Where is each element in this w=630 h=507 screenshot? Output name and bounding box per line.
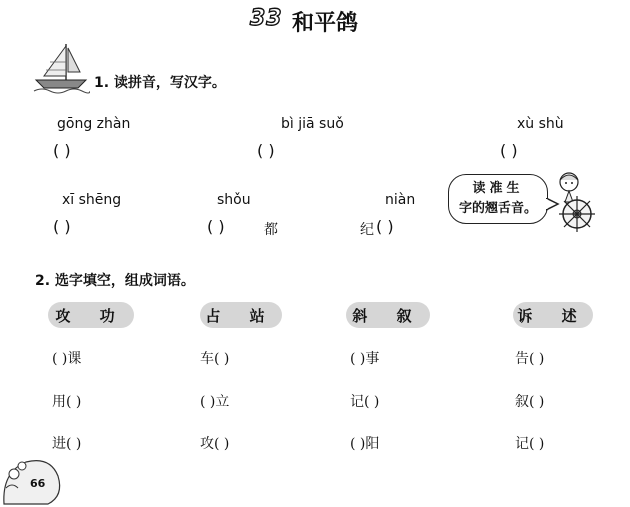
char-option-pill: 攻 功 [48, 302, 134, 328]
tip-line-1: 读准生 [472, 181, 524, 196]
char-option-pill: 诉 述 [513, 302, 593, 328]
lesson-number: 33 [250, 6, 283, 31]
fill-blank-item[interactable]: ( )立 [200, 394, 230, 410]
pinyin-xi-sheng: xī shēng [62, 192, 122, 208]
pinyin-nian: niàn [385, 192, 416, 208]
fill-blank-item[interactable]: 叙( ) [515, 394, 545, 410]
fill-blank-item[interactable]: 攻( ) [200, 436, 230, 452]
fill-blank-item[interactable]: 告( ) [515, 351, 545, 367]
char-option-pill: 斜 叙 [346, 302, 430, 328]
pinyin-shou: shǒu [217, 192, 251, 208]
tip-line-2: 字的翘舌音。 [458, 201, 537, 216]
fill-blank-item[interactable]: 进( ) [52, 436, 82, 452]
fill-blank-item[interactable]: 记( ) [350, 394, 380, 410]
tip-bubble [448, 174, 548, 224]
question-2-heading: 2. 选字填空，组成词语。 [35, 273, 195, 289]
pinyin-xu-shu: xù shù [517, 116, 564, 132]
fill-blank-item[interactable]: ( )课 [52, 351, 82, 367]
fill-blank-item[interactable]: 车( ) [200, 351, 230, 367]
answer-box[interactable]: ( ) [257, 141, 275, 160]
answer-box[interactable]: ( ) [53, 141, 71, 160]
answer-box[interactable]: ( ) [376, 217, 394, 236]
answer-box[interactable]: ( ) [53, 217, 71, 236]
answer-box[interactable]: ( ) [500, 141, 518, 160]
fill-blank-item[interactable]: ( )阳 [350, 436, 380, 452]
pinyin-gong-zhan: gōng zhàn [57, 116, 131, 132]
fill-blank-item[interactable]: ( )事 [350, 351, 380, 367]
page-title: 和平鸽 [292, 10, 359, 36]
sailboat-icon [32, 42, 90, 94]
sailor-wheel-icon [553, 168, 601, 234]
page-number: 66 [30, 477, 46, 490]
fill-blank-item[interactable]: 记( ) [515, 436, 545, 452]
word-char: 纪 [360, 222, 374, 238]
question-1-heading: 1. 读拼音，写汉字。 [94, 75, 226, 91]
answer-box[interactable]: ( ) [207, 217, 225, 236]
word-char: 都 [264, 222, 278, 238]
fill-blank-item[interactable]: 用( ) [52, 394, 82, 410]
char-option-pill: 占 站 [200, 302, 282, 328]
pinyin-bi-jia-suo: bì jiā suǒ [281, 116, 344, 132]
